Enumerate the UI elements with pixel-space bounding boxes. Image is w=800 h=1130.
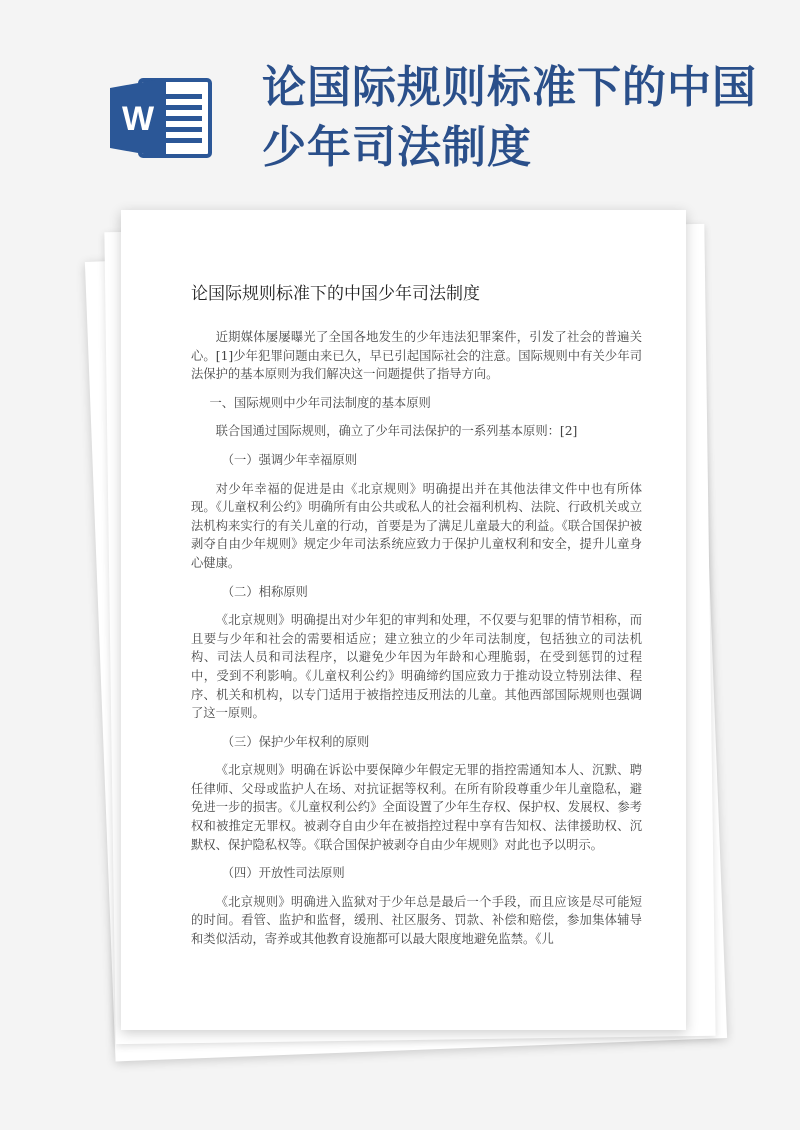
subsection-1-paragraph: 对少年幸福的促进是由《北京规则》明确提出并在其他法律文件中也有所体现。《儿童权利公约》明确所有由公共或私人的社会福利机构、法院、行政机关或立法机构来实行的有关儿童的行动，首要是为了满足儿童最大的利益。《联合国保护被剥夺自由少年规则》规定少年司法系统应致力于保护儿童权利和安全，提升儿童身心健康。 [191, 481, 642, 570]
subsection-2-paragraph: 《北京规则》明确提出对少年犯的审判和处理，不仅要与犯罪的情节相称，而且要与少年和社会的需要相适应；建立独立的少年司法制度，包括独立的司法机构、司法人员和司法程序，以避免少年因为年龄和心理脆弱，在受到惩罚的过程中，受到不利影响。《儿童权利公约》明确缔约国应致力于推动设立特别法律、程序、机关和机构，以专门适用于被指控违反刑法的儿童。其他西部国际规则也强调了这一原则。 [191, 613, 642, 721]
document-page [121, 210, 686, 1030]
subsection-4-heading: （四）开放性司法原则 [221, 866, 345, 881]
document-title: 论国际规则标准下的中国少年司法制度 [191, 284, 480, 304]
word-document-icon [110, 76, 214, 160]
section-1-heading: 一、国际规则中少年司法制度的基本原则 [209, 395, 431, 410]
subsection-1-heading: （一）强调少年幸福原则 [221, 452, 358, 467]
subsection-2-heading: （二）相称原则 [221, 584, 308, 599]
section-1-intro: 联合国通过国际规则，确立了少年司法保护的一系列基本原则：[2] [215, 424, 578, 439]
subsection-4-paragraph: 《北京规则》明确进入监狱对于少年总是最后一个手段，而且应该是尽可能短的时间。看管、监护和监督，缓刑、社区服务、罚款、补偿和赔偿，参加集体辅导和类似活动，寄养或其他教育设施都可以最大限度地避免监禁。《儿 [191, 894, 642, 947]
page-heading: 论国际规则标准下的中国少年司法制度 [262, 62, 757, 173]
word-logo-letter: W [121, 100, 155, 138]
subsection-3-heading: （三）保护少年权利的原则 [221, 734, 370, 749]
subsection-3-paragraph: 《北京规则》明确在诉讼中要保障少年假定无罪的指控需通知本人、沉默、聘任律师、父母或监护人在场、对抗证据等权利。在所有阶段尊重少年儿童隐私，避免进一步的损害。《儿童权利公约》全面设置了少年生存权、保护权、发展权、参考权和被推定无罪权。被剥夺自由少年在被指控过程中享有告知权、法律援助权、沉默权、保护隐私权等。《联合国保护被剥夺自由少年规则》对此也予以明示。 [191, 763, 642, 852]
intro-paragraph: 近期媒体屡屡曝光了全国各地发生的少年违法犯罪案件，引发了社会的普遍关心。[1]少年犯罪问题由来已久，早已引起国际社会的注意。国际规则中有关少年司法保护的基本原则为我们解决这一问题提供了指导方向。 [191, 330, 642, 382]
